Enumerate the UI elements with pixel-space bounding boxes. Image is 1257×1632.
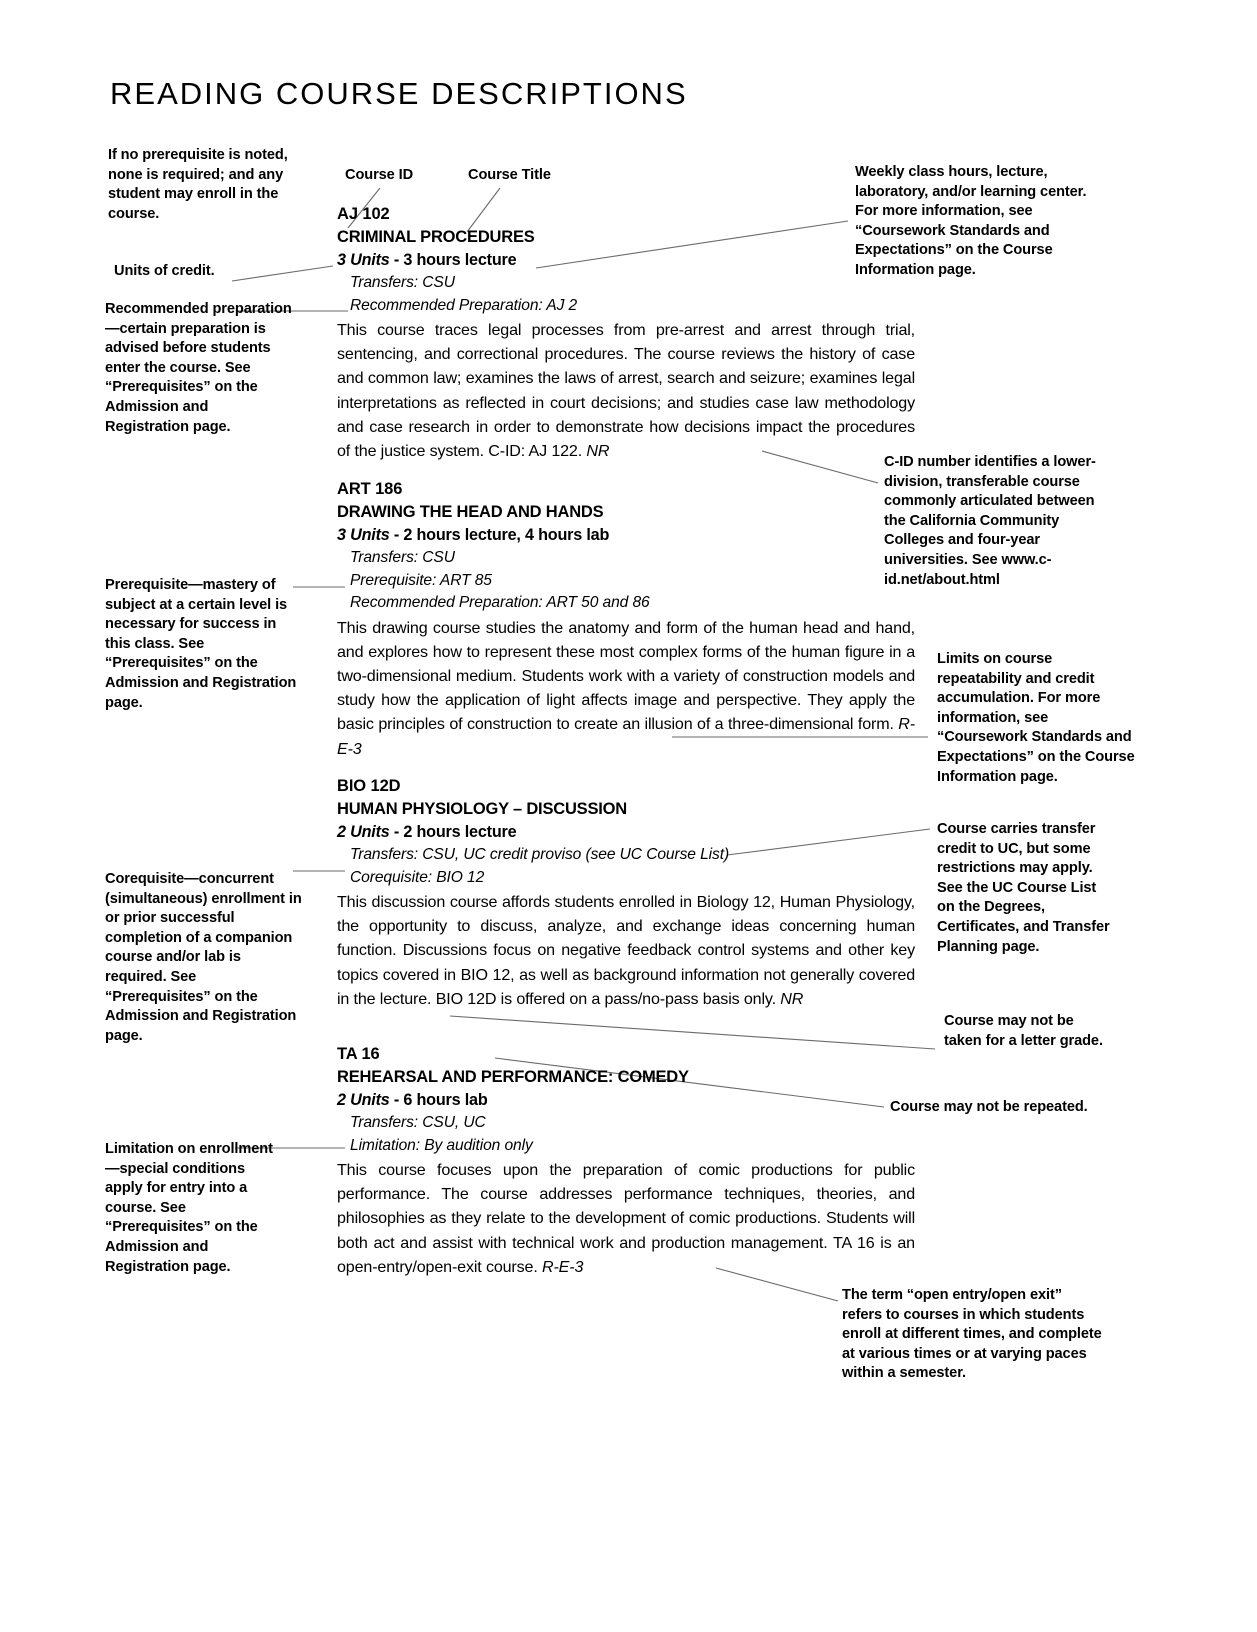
course-units-value: 3 Units <box>337 526 390 544</box>
course-meta-line: Corequisite: BIO 12 <box>350 868 485 886</box>
prerequisite-note: Prerequisite—mastery of subject at a certain level is necessary for success in this class. See “Prerequisites” on the Admission and Registration page. <box>105 577 297 711</box>
course-description <box>337 1158 915 1279</box>
course-hours-value: - 6 hours lab <box>393 1091 488 1109</box>
course-units-hours <box>337 249 915 272</box>
course-hours-value: - 3 hours lecture <box>393 251 517 269</box>
course-description <box>337 890 915 1011</box>
c-id-number-note: C-ID number identifies a lower-division, transferable course commonly articulated between the California Community Colleges and four-year universities. See www.c-id.net/about.html <box>884 454 1096 588</box>
course-title: DRAWING THE HEAD AND HANDS <box>337 503 604 521</box>
open-entry-open-exit-note: The term “open entry/open exit” refers to courses in which students enroll at different times, and complete at various times or at varying paces within a semester. <box>842 1287 1102 1382</box>
course-meta-line: Transfers: CSU, UC <box>350 1114 486 1131</box>
course-block <box>337 203 915 463</box>
course-title: HUMAN PHYSIOLOGY – DISCUSSION <box>337 800 628 818</box>
no-prerequisite-note: If no prerequisite is noted, none is required; and any student may enroll in the course. <box>108 147 288 222</box>
label-course-id: Course ID <box>345 167 414 183</box>
course-description-text: This drawing course studies the anatomy and form of the human head and hand, and explores how to represent these most complex forms of the human figure in a two-dimensional medium. Students work with a variety of construction models and study how the application of light affects image and perspective. They apply the basic principles of construction to create an illusion of a three-dimensional form. <box>337 618 915 734</box>
course-meta-line: Transfers: CSU <box>350 274 455 291</box>
course-flag: NR <box>586 442 610 461</box>
repeatability-limits-note: Limits on course repeatability and credit accumulation. For more information, see “Coursework Standards and Expectations” on the Course Information page. <box>937 651 1135 785</box>
weekly-class-hours-note: Weekly class hours, lecture, laboratory, and/or learning center. For more information, see “Coursework Standards and Expectations” on the Course Information page. <box>855 164 1087 278</box>
course-title: REHEARSAL AND PERFORMANCE: COMEDY <box>337 1068 689 1086</box>
course-title: CRIMINAL PROCEDURES <box>337 228 535 246</box>
course-units-hours <box>337 524 915 547</box>
recommended-preparation-note: Recommended preparation—certain preparation is advised before students enter the course. See “Prerequisites” on the Admission and Registration page. <box>105 301 292 435</box>
course-block <box>337 775 915 1011</box>
no-letter-grade-note: Course may not be taken for a letter grade. <box>944 1013 1103 1049</box>
course-description-text: This course traces legal processes from pre-arrest and arrest through trial, sentencing, and correctional procedures. The course reviews the history of case and common law; examines the laws of arrest, search and seizure; examines legal interpretations as reflected in court decisions; and studies case law methodology and case research in order to demonstrate how decisions impact the procedures of the justice system. C-ID: AJ 122. <box>337 321 915 461</box>
course-meta-line: Prerequisite: ART 85 <box>350 571 492 589</box>
not-repeatable-note: Course may not be repeated. <box>890 1099 1088 1115</box>
course-id: BIO 12D <box>337 777 401 795</box>
course-units-hours <box>337 821 915 844</box>
course-meta-line: Transfers: CSU, UC credit proviso (see UC Course List) <box>350 846 730 863</box>
course-meta-line: Transfers: CSU <box>350 549 455 566</box>
course-flag: R-E-3 <box>542 1257 584 1276</box>
page-title: READING COURSE DESCRIPTIONS <box>110 76 688 111</box>
course-units-value: 2 Units <box>337 823 390 841</box>
course-flag: R-E-3 <box>337 715 915 758</box>
course-id: ART 186 <box>337 480 403 498</box>
course-block <box>337 478 915 761</box>
course-meta-line: Limitation: By audition only <box>350 1136 533 1154</box>
course-hours-value: - 2 hours lecture, 4 hours lab <box>393 526 610 544</box>
course-flag: NR <box>780 989 804 1008</box>
course-id: AJ 102 <box>337 205 390 223</box>
units-of-credit-note: Units of credit. <box>114 263 215 279</box>
course-hours-value: - 2 hours lecture <box>393 823 517 841</box>
course-description-text: This course focuses upon the preparation of comic productions for public performance. The course addresses performance techniques, theories, and philosophies as they relate to the development of comic productions. Students will both act and assist with technical work and production management. TA 16 is an open-entry/open-exit course. <box>337 1161 915 1276</box>
course-description <box>337 318 915 463</box>
course-meta-line: Recommended Preparation: ART 50 and 86 <box>350 594 650 611</box>
course-description <box>337 616 915 761</box>
course-id: TA 16 <box>337 1045 380 1063</box>
label-course-title: Course Title <box>468 167 551 183</box>
course-meta-line: Recommended Preparation: AJ 2 <box>350 296 578 314</box>
course-units-hours <box>337 1089 915 1112</box>
uc-transfer-credit-note: Course carries transfer credit to UC, but some restrictions may apply. See the UC Course List on the Degrees, Certificates, and Transfer Planning page. <box>937 821 1110 955</box>
course-units-value: 2 Units <box>337 1091 390 1109</box>
limitation-note: Limitation on enrollment—special conditions apply for entry into a course. See “Prerequisites” on the Admission and Registration page. <box>105 1141 273 1275</box>
corequisite-note: Corequisite—concurrent (simultaneous) enrollment in or prior successful completion of a companion course and/or lab is required. See “Prerequisites” on the Admission and Registration page. <box>105 871 302 1044</box>
course-block <box>337 1043 915 1279</box>
course-description-text: This discussion course affords students enrolled in Biology 12, Human Physiology, the opportunity to discuss, analyze, and exchange ideas concerning human function. Discussions focus on negative feedback control systems and other key topics covered in BIO 12, as well as background information not generally covered in the lecture. BIO 12D is offered on a pass/no-pass basis only. <box>337 893 915 1008</box>
course-units-value: 3 Units <box>337 251 390 269</box>
